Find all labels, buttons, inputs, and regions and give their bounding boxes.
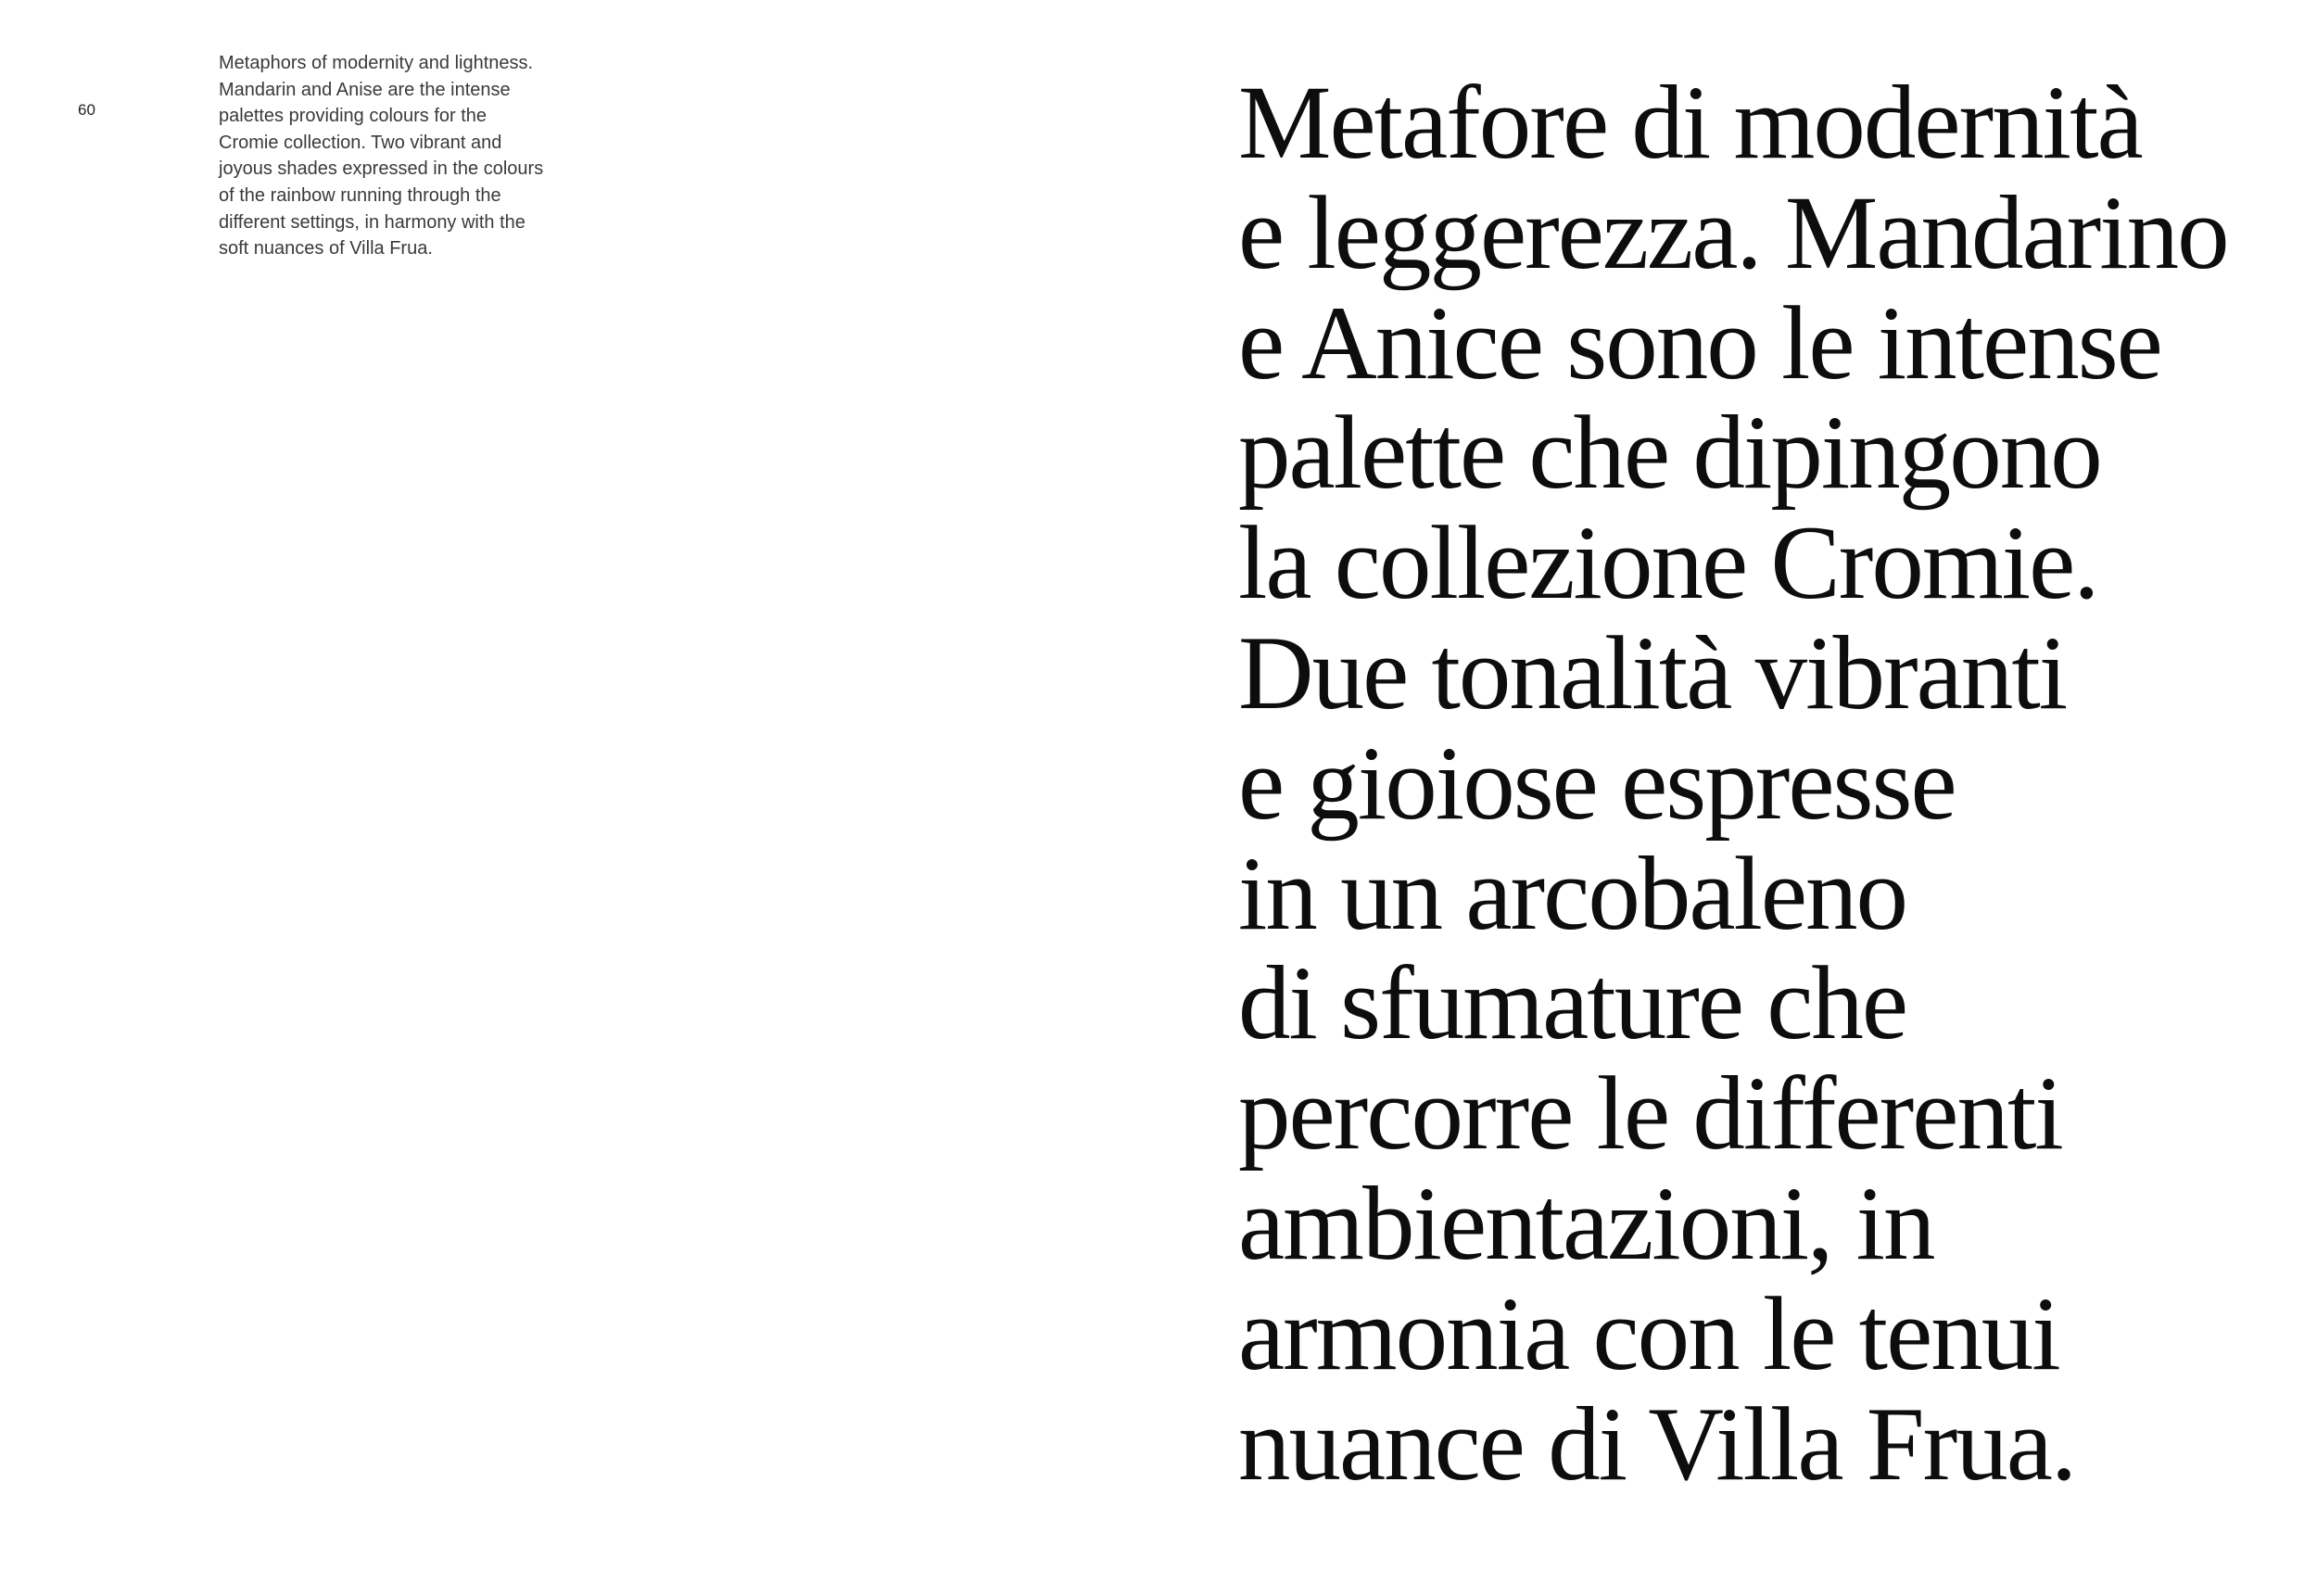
italian-line: Due tonalità vibranti — [1238, 614, 2067, 731]
italian-line: armonia con le tenui — [1238, 1275, 2059, 1392]
english-line: different settings, in harmony with the — [219, 211, 525, 233]
english-line: Cromie collection. Two vibrant and — [219, 132, 502, 153]
italian-headline — [1238, 65, 2304, 1502]
italian-line: e leggerezza. Mandarino — [1238, 174, 2228, 291]
english-line: Metaphors of modernity and lightness. — [219, 53, 534, 73]
italian-line: la collezione Cromie. — [1238, 505, 2098, 622]
page-number: 60 — [78, 101, 95, 119]
english-line: Mandarin and Anise are the intense — [219, 79, 511, 100]
italian-line: Metafore di modernità — [1238, 65, 2142, 181]
italian-line: di sfumature che — [1238, 945, 1907, 1062]
italian-line: e gioiose espresse — [1238, 725, 1956, 842]
italian-line: nuance di Villa Frua. — [1238, 1386, 2076, 1502]
english-line: soft nuances of Villa Frua. — [219, 238, 433, 260]
italian-line: palette che dipingono — [1238, 395, 2101, 512]
italian-line: in un arcobaleno — [1238, 835, 1907, 952]
english-line: palettes providing colours for the — [219, 106, 487, 127]
english-caption — [219, 50, 608, 262]
italian-line: e Anice sono le intense — [1238, 285, 2161, 401]
english-line: of the rainbow running through the — [219, 184, 501, 206]
english-line: joyous shades expressed in the colours — [219, 158, 544, 180]
italian-line: ambientazioni, in — [1238, 1165, 1934, 1282]
italian-line: percorre le differenti — [1238, 1056, 2062, 1172]
